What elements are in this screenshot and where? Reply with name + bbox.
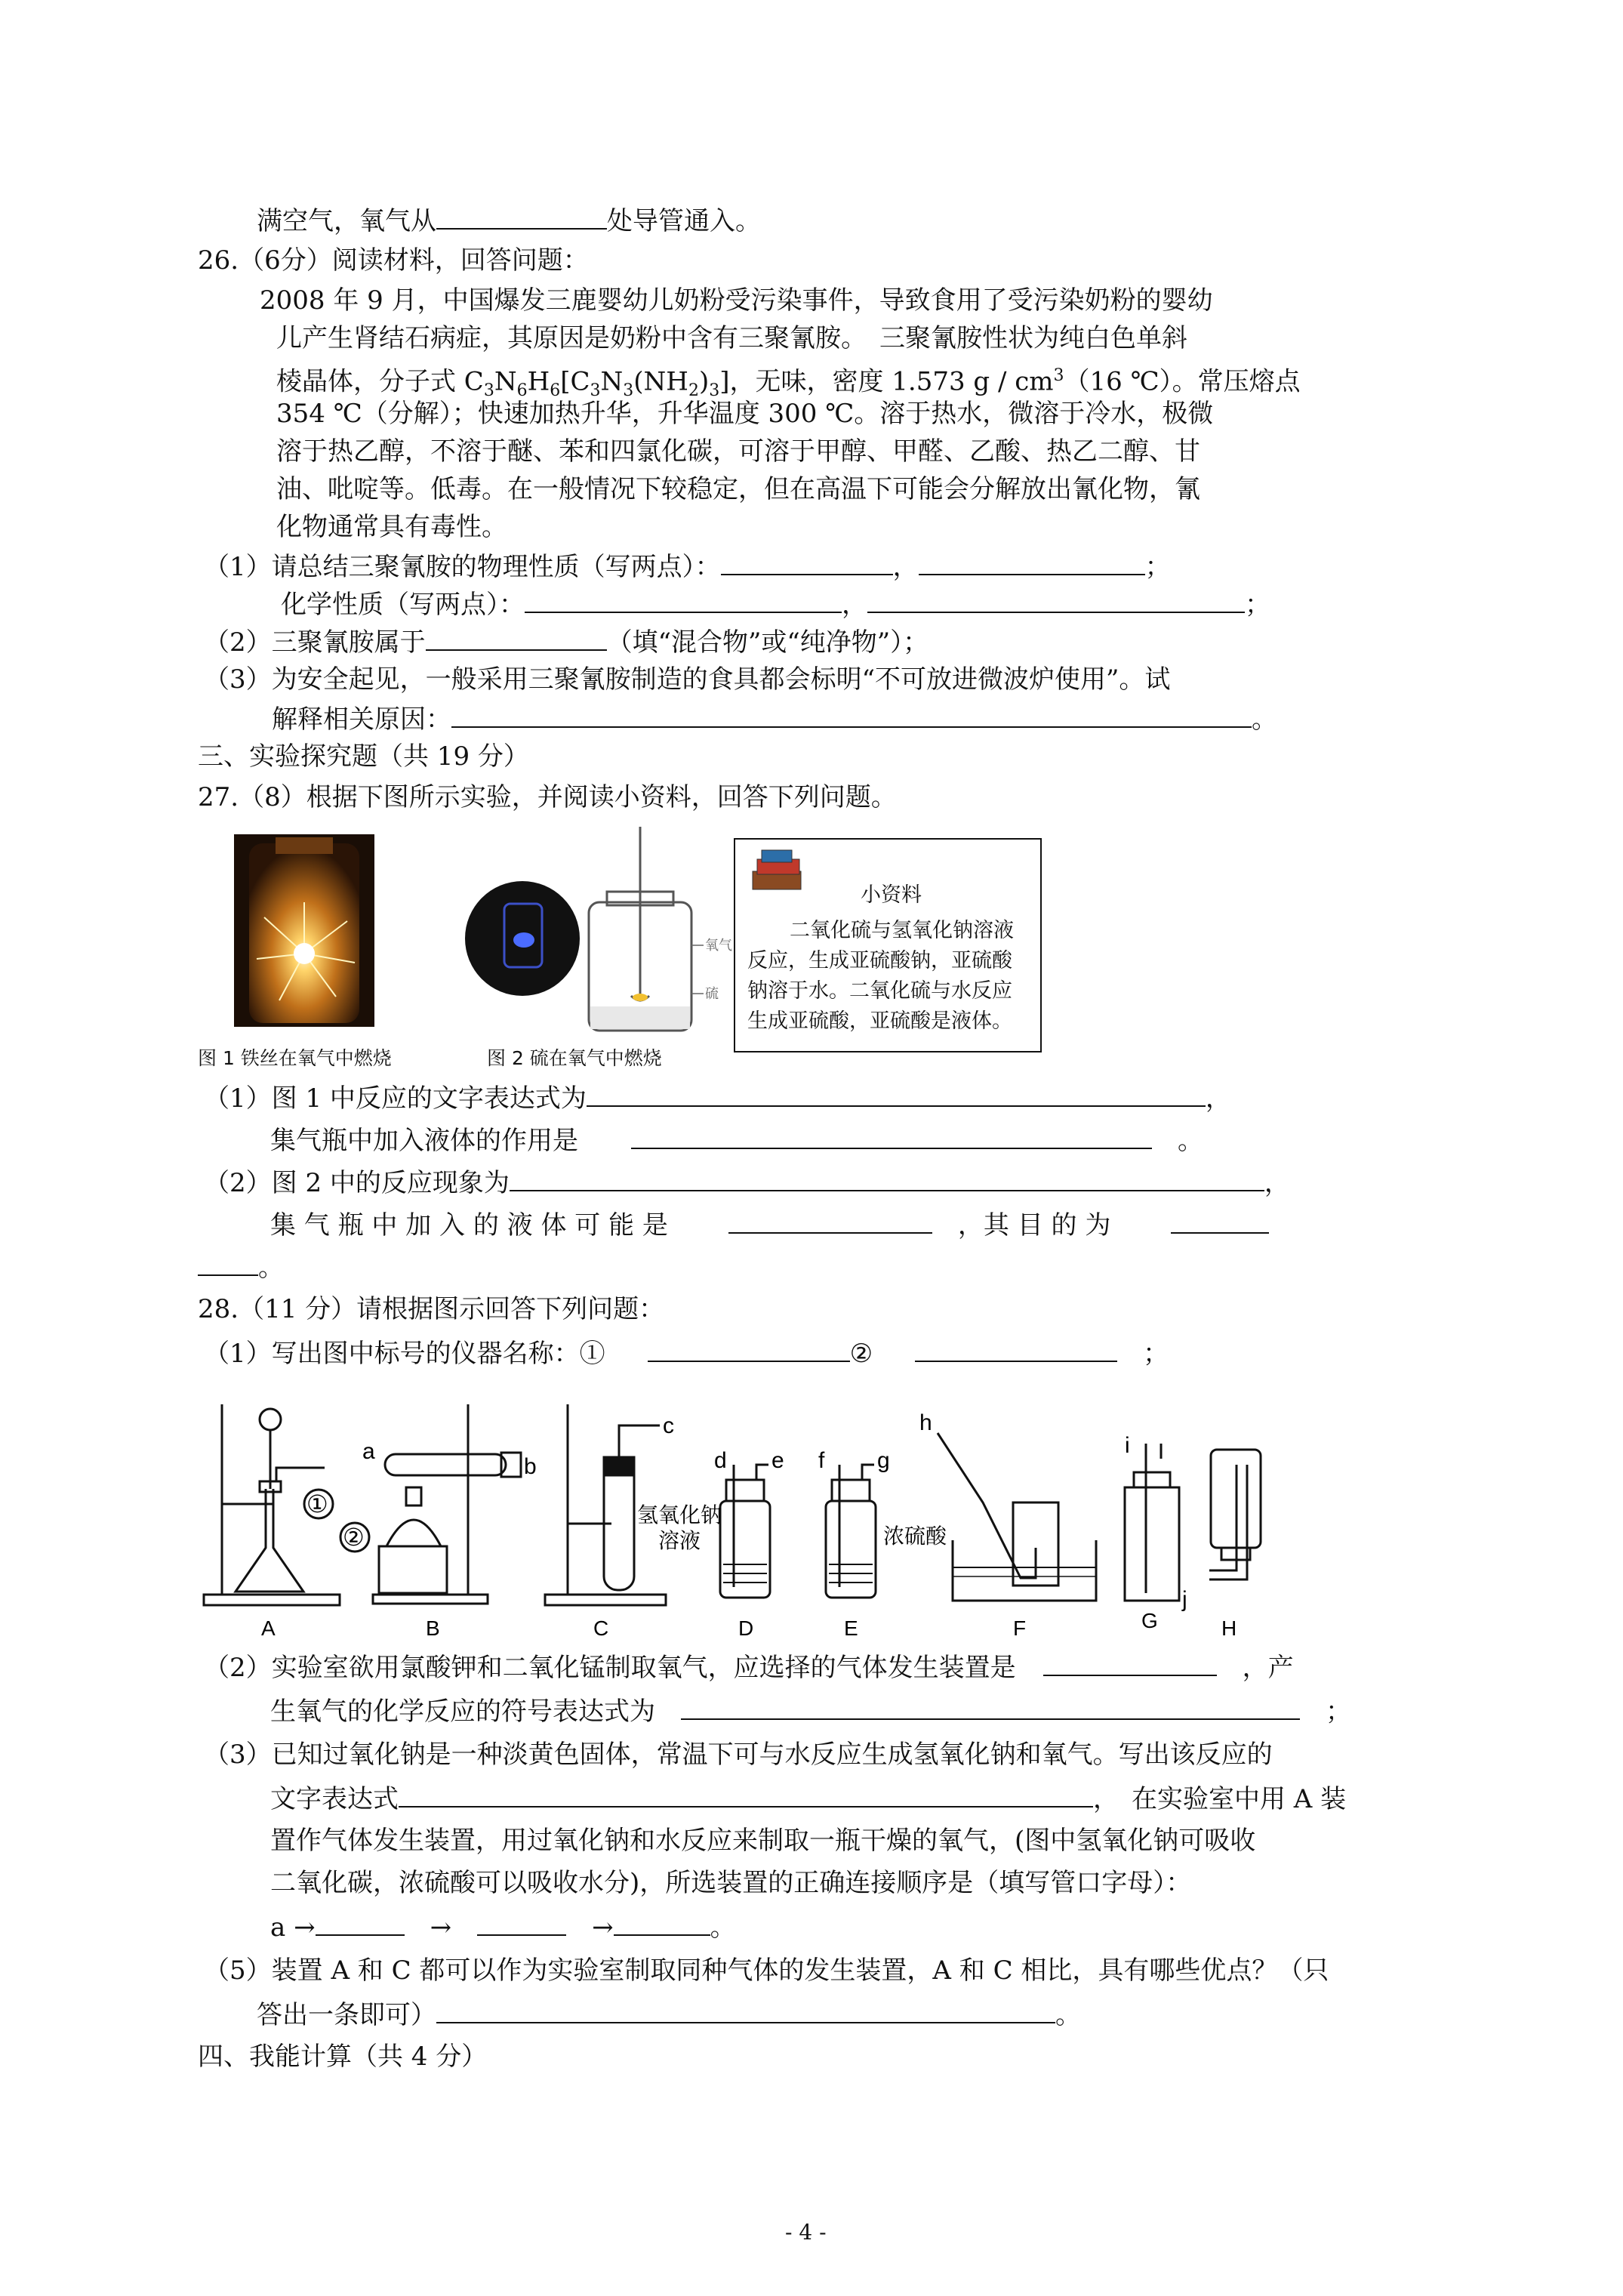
q25-tail: 满空气，氧气从 处导管通入。	[257, 202, 761, 239]
answer-blank[interactable]	[728, 1207, 932, 1234]
q27-heading: 27.（8）根据下图所示实验，并阅读小资料，回答下列问题。	[198, 782, 897, 812]
label-B: B	[426, 1616, 440, 1640]
q28-sub3: （3）已知过氧化钠是一种淡黄色固体，常温下可与水反应生成氢氧化钠和氧气。写出该反应的	[204, 1740, 1273, 1770]
q26-sub2: （2）三聚氰胺属于 （填“混合物”或“纯净物”）；	[204, 624, 929, 661]
answer-blank[interactable]	[525, 586, 842, 613]
answer-blank[interactable]	[426, 624, 607, 651]
q27-sub2-liquid: 集 气 瓶 中 加 入 的 液 体 可 能 是 ，其 目 的 为	[270, 1207, 1269, 1244]
marker-2: ②	[343, 1524, 365, 1551]
q28-sub3-line: 置作气体发生装置，用过氧化钠和水反应来制取一瓶干燥的氧气，(图中氢氧化钠可吸收	[270, 1826, 1256, 1856]
q26-paragraph-line: 化物通常具有毒性。	[276, 512, 507, 542]
answer-blank[interactable]	[451, 701, 1252, 728]
answer-blank[interactable]	[198, 1249, 258, 1276]
q28-sub5-answer: 答出一条即可） 。	[257, 1996, 1081, 2033]
port-f: f	[818, 1448, 825, 1473]
q28-heading: 28.（11 分）请根据图示回答下列问题：	[198, 1294, 665, 1324]
q28-sub3-line: 二氧化碳，浓硫酸可以吸收水分)，所选装置的正确连接顺序是（填写管口字母）：	[270, 1868, 1192, 1898]
label-D: D	[738, 1616, 754, 1640]
apparatus-diagram	[198, 1389, 1270, 1646]
answer-blank[interactable]	[587, 1080, 1206, 1107]
port-h: h	[919, 1410, 932, 1435]
q26-paragraph-line: 棱晶体，分子式 $C_3N_6H_6[C_3N_3(NH_2)_3]$，无味，密度 1.573 g / $cm^3(16$ ℃）。常压熔点	[276, 366, 1301, 401]
answer-blank[interactable]	[648, 1335, 850, 1362]
answer-blank[interactable]	[915, 1335, 1117, 1362]
label-A: A	[261, 1616, 276, 1640]
port-d: d	[714, 1448, 727, 1473]
label-C: C	[593, 1616, 609, 1640]
label-E: E	[844, 1616, 858, 1640]
q28-sub5: （5）装置 A 和 C 都可以作为实验室制取同种气体的发生装置，A 和 C 相比，具有哪些优点？（只	[204, 1955, 1329, 1986]
q27-sub2: （2）图 2 中的反应现象为 ，	[204, 1164, 1290, 1201]
answer-blank[interactable]	[1171, 1207, 1269, 1234]
info-box-line: 二氧化硫与氢氧化钠溶液	[790, 919, 1014, 942]
port-j: j	[1182, 1587, 1187, 1612]
q26-paragraph-line: 儿产生肾结石病症，其原因是奶粉中含有三聚氰胺。 三聚氰胺性状为纯白色单斜	[276, 323, 1187, 353]
fig2-sulfur-label: 硫	[705, 986, 719, 1001]
q26-paragraph-line: 2008 年 9 月，中国爆发三鹿婴幼儿奶粉受污染事件，导致食用了受污染奶粉的婴幼	[260, 285, 1213, 316]
answer-blank[interactable]	[510, 1164, 1264, 1191]
answer-blank[interactable]	[919, 548, 1145, 575]
fig2-sulfur-burning-illustration	[460, 827, 732, 1038]
q27-sub1-liquid: 集气瓶中加入液体的作用是 。	[270, 1122, 1203, 1159]
port-a: a	[362, 1439, 375, 1464]
answer-blank[interactable]	[477, 1909, 566, 1936]
q28-sub3-order: a → → → 。	[270, 1909, 736, 1946]
port-g: g	[877, 1448, 890, 1473]
answer-blank[interactable]	[681, 1693, 1300, 1720]
label-H: H	[1221, 1616, 1237, 1640]
answer-blank[interactable]	[436, 1996, 1055, 2023]
port-b: b	[524, 1454, 537, 1479]
info-box-line: 钠溶于水。二氧化硫与水反应	[747, 979, 1012, 1003]
port-i: i	[1125, 1433, 1130, 1458]
fig2-oxygen-label: 氧气	[705, 938, 732, 953]
info-box-line: 生成亚硫酸，亚硫酸是液体。	[747, 1009, 1012, 1033]
fig1-caption: 图 1 铁丝在氧气中燃烧	[198, 1047, 392, 1069]
q26-sub3: （3）为安全起见，一般采用三聚氰胺制造的食具都会标明“不可放进微波炉使用”。试	[204, 664, 1171, 695]
label-F: F	[1013, 1616, 1027, 1640]
q27-sub2-tail: 。	[198, 1249, 284, 1286]
port-e: e	[771, 1448, 784, 1473]
q26-sub3-answer: 解释相关原因： 。	[272, 701, 1277, 738]
naoh-label-line2: 溶液	[658, 1529, 701, 1552]
answer-blank[interactable]	[436, 202, 607, 230]
marker-1: ①	[306, 1490, 328, 1518]
q26-paragraph-line: 油、吡啶等。低毒。在一般情况下较稳定，但在高温下可能会分解放出氰化物，氰	[276, 474, 1200, 504]
q26-sub1: （1）请总结三聚氰胺的物理性质（写两点）： ， ；	[204, 548, 1171, 585]
q28-sub2: （2）实验室欲用氯酸钾和二氧化锰制取氧气，应选择的气体发生装置是 ，产	[204, 1649, 1294, 1686]
q26-sub1-chem: 化学性质（写两点）： ， ；	[281, 586, 1270, 623]
book-icon	[750, 849, 805, 894]
answer-blank[interactable]	[399, 1780, 1093, 1808]
answer-blank[interactable]	[1043, 1649, 1217, 1676]
sulfuric-acid-label: 浓硫酸	[883, 1524, 947, 1548]
section-4-heading: 四、我能计算（共 4 分）	[198, 2042, 488, 2072]
fig2-caption: 图 2 硫在氧气中燃烧	[487, 1047, 662, 1069]
q26-heading: 26.（6分）阅读材料，回答问题：	[198, 245, 589, 276]
q28-sub2-eq: 生氧气的化学反应的符号表达式为 ；	[270, 1693, 1351, 1730]
fig1-iron-burning-photo	[234, 834, 374, 1027]
answer-blank[interactable]	[721, 548, 893, 575]
q28-sub1: （1）写出图中标号的仪器名称：① ② ；	[204, 1335, 1169, 1372]
q28-sub3-eq: 文字表达式 ， 在实验室中用 A 装	[270, 1780, 1346, 1817]
q27-sub1: （1）图 1 中反应的文字表达式为 ，	[204, 1080, 1231, 1117]
info-box-line: 反应，生成亚硫酸钠，亚硫酸	[747, 949, 1012, 972]
label-G: G	[1141, 1609, 1158, 1632]
answer-blank[interactable]	[316, 1909, 405, 1936]
naoh-label-line1: 氢氧化钠	[637, 1503, 722, 1527]
info-box-title: 小资料	[861, 883, 922, 907]
q26-paragraph-line: 溶于热乙醇，不溶于醚、苯和四氯化碳，可溶于甲醇、甲醛、乙酸、热乙二醇、甘	[276, 436, 1200, 467]
answer-blank[interactable]	[867, 586, 1245, 613]
section-3-heading: 三、实验探究题（共 19 分）	[198, 741, 529, 772]
q26-paragraph-line: 354 ℃（分解）；快速加热升华，升华温度 300 ℃。溶于热水，微溶于冷水，极微	[276, 399, 1214, 429]
answer-blank[interactable]	[631, 1122, 1152, 1149]
port-c: c	[663, 1413, 674, 1438]
answer-blank[interactable]	[614, 1909, 710, 1936]
page-number: - 4 -	[785, 2220, 827, 2245]
